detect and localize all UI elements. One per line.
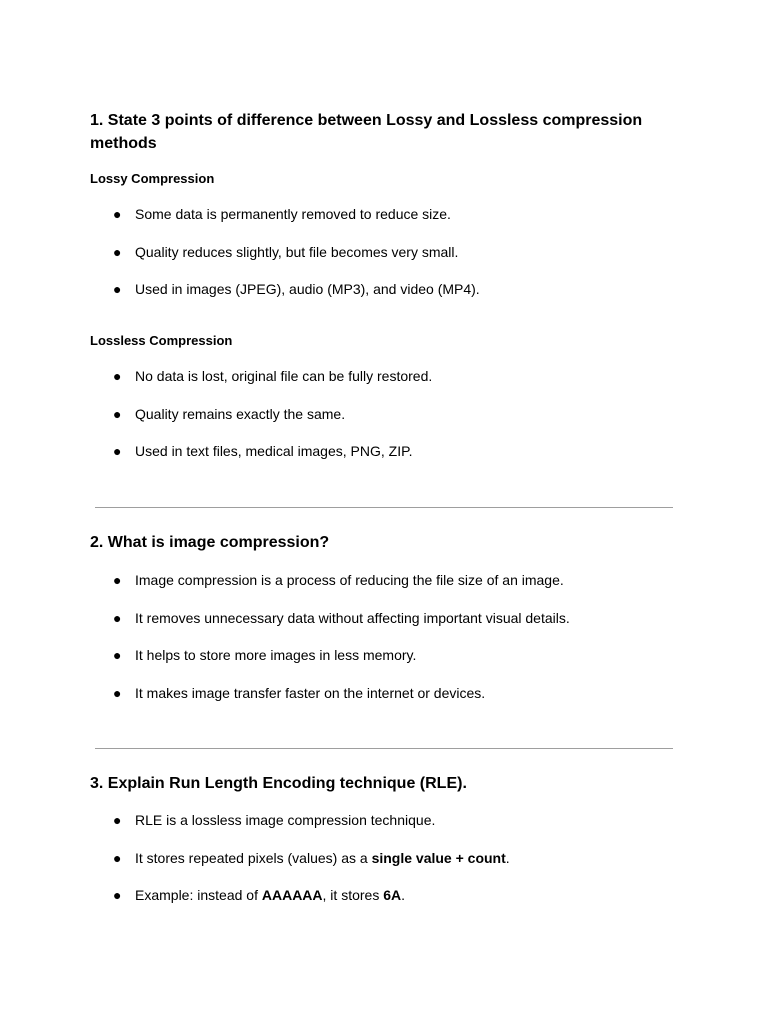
bullet-icon: ● xyxy=(113,685,122,702)
bullet-icon: ● xyxy=(113,443,122,460)
list-item xyxy=(90,849,690,887)
list-item-text: Some data is permanently removed to reduce size. xyxy=(135,206,451,222)
rle-item3-text: Example: instead of xyxy=(135,887,262,904)
list-item-text: Image compression is a process of reducing the file size of an image. xyxy=(135,572,564,588)
bullet-icon: ● xyxy=(113,609,122,626)
rle-item2-end: . xyxy=(505,849,510,866)
list-item xyxy=(90,886,690,924)
list-item xyxy=(90,405,690,443)
question-2-title: 2. What is image compression? xyxy=(90,534,330,551)
bullet-icon: ● xyxy=(113,405,122,422)
bullet-icon: ● xyxy=(113,368,122,384)
list-item xyxy=(90,571,690,609)
list-item xyxy=(90,609,690,647)
list-item-text: RLE is a lossless image compression technique. xyxy=(135,812,436,828)
bullet-icon: ● xyxy=(113,281,122,298)
rle-item2-bold-text: single value + count xyxy=(371,849,506,866)
bullet-icon: ● xyxy=(113,849,122,866)
bullet-icon: ● xyxy=(113,572,122,588)
lossless-compression-heading: Lossless Compression xyxy=(90,333,233,348)
list-item xyxy=(90,367,690,405)
rle-example-output: 6A xyxy=(383,887,402,904)
list-item xyxy=(90,243,690,281)
list-item-text: Used in images (JPEG), audio (MP3), and video (MP4). xyxy=(135,281,480,298)
list-item-text: Quality remains exactly the same. xyxy=(135,405,346,422)
section-divider xyxy=(95,507,673,508)
lossy-compression-list xyxy=(90,205,690,318)
question-3-title: 3. Explain Run Length Encoding technique (RLE). xyxy=(90,775,467,792)
section-divider xyxy=(95,748,673,749)
lossy-compression-heading: Lossy Compression xyxy=(90,171,215,186)
bullet-icon: ● xyxy=(113,887,122,904)
bullet-icon: ● xyxy=(113,647,122,664)
list-item-text: Used in text files, medical images, PNG, ZIP. xyxy=(135,443,413,460)
list-item xyxy=(90,684,690,722)
list-item xyxy=(90,646,690,684)
rle-item3-middle: , it stores xyxy=(322,887,384,904)
list-item-text: It makes image transfer faster on the internet or devices. xyxy=(135,685,486,702)
list-item xyxy=(90,442,690,480)
list-item xyxy=(90,205,690,243)
list-item-text: Quality reduces slightly, but file becomes very small. xyxy=(135,243,459,260)
bullet-icon: ● xyxy=(113,243,122,260)
bullet-icon: ● xyxy=(113,206,122,222)
list-item-text xyxy=(135,849,510,867)
rle-item2-text: It stores repeated pixels (values) as a xyxy=(135,849,372,866)
bullet-icon: ● xyxy=(113,812,122,828)
list-item xyxy=(90,280,690,318)
lossless-compression-list xyxy=(90,367,690,480)
rle-list xyxy=(90,811,690,924)
question-1-title: 1. State 3 points of difference between Lossy and Lossless compression methods xyxy=(90,112,643,152)
list-item-text: No data is lost, original file can be fully restored. xyxy=(135,368,433,384)
list-item xyxy=(90,811,690,849)
list-item-text xyxy=(135,886,405,904)
list-item-text: It removes unnecessary data without affecting important visual details. xyxy=(135,609,570,626)
rle-item3-end: . xyxy=(401,887,406,904)
list-item-text: It helps to store more images in less memory. xyxy=(135,647,417,664)
rle-example-input: AAAAAA xyxy=(261,887,323,904)
image-compression-list xyxy=(90,571,690,722)
